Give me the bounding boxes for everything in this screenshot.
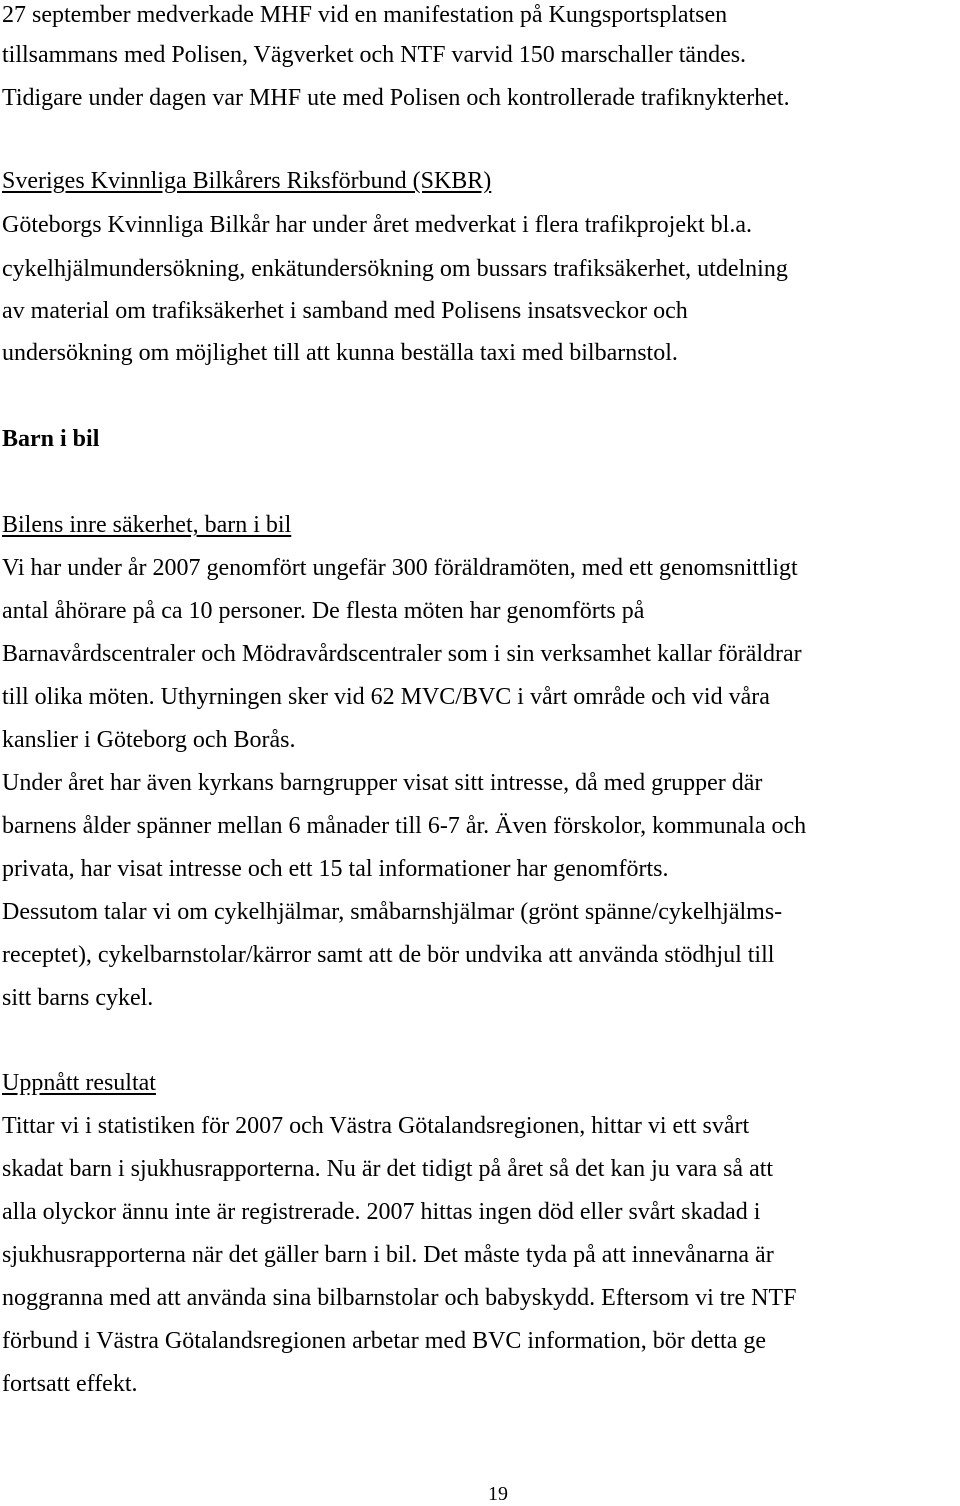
resultat-paragraph-line: Tittar vi i statistiken för 2007 och Västra Götalandsregionen, hittar vi ett svårt [2,1113,750,1139]
resultat-paragraph-line: sjukhusrapporterna när det gäller barn i bil. Det måste tyda på att innevånarna är [2,1242,774,1268]
skbr-paragraph-line: undersökning om möjlighet till att kunna beställa taxi med bilbarnstol. [2,340,678,366]
barn-i-bil-paragraph-line: barnens ålder spänner mellan 6 månader till 6-7 år. Även förskolor, kommunala och [2,813,807,839]
bilens-inre-sakerhet-heading-line: Bilens inre säkerhet, barn i bil [2,512,292,538]
barn-i-bil-heading-line: Barn i bil [2,426,100,452]
barn-i-bil-paragraph-line: kanslier i Göteborg och Borås. [2,727,296,753]
resultat-paragraph-line: fortsatt effekt. [2,1371,138,1397]
skbr-heading-line: Sveriges Kvinnliga Bilkårers Riksförbund (SKBR) [2,168,492,194]
intro-paragraph-line: 27 september medverkade MHF vid en manifestation på Kungsportsplatsen [2,2,728,28]
resultat-paragraph-line: alla olyckor ännu inte är registrerade. 2007 hittas ingen död eller svårt skadad i [2,1199,761,1225]
barn-i-bil-paragraph-line: sitt barns cykel. [2,985,154,1011]
uppnatt-resultat-heading-line: Uppnått resultat [2,1070,156,1096]
intro-paragraph-line: Tidigare under dagen var MHF ute med Polisen och kontrollerade trafiknykterhet. [2,85,790,111]
barn-i-bil-paragraph-line: privata, har visat intresse och ett 15 tal informationer har genomförts. [2,856,669,882]
intro-paragraph-line: tillsammans med Polisen, Vägverket och NTF varvid 150 marschaller tändes. [2,42,747,68]
barn-i-bil-paragraph-line: antal åhörare på ca 10 personer. De flesta möten har genomförts på [2,598,645,624]
resultat-paragraph-line: förbund i Västra Götalandsregionen arbetar med BVC information, bör detta ge [2,1328,767,1354]
barn-i-bil-paragraph-line: Dessutom talar vi om cykelhjälmar, småbarnshjälmar (grönt spänne/cykelhjälms- [2,899,783,925]
barn-i-bil-paragraph-line: Vi har under år 2007 genomfört ungefär 300 föräldramöten, med ett genomsnittligt [2,555,798,581]
barn-i-bil-paragraph-line: Under året har även kyrkans barngrupper visat sitt intresse, då med grupper där [2,770,763,796]
resultat-paragraph-line: skadat barn i sjukhusrapporterna. Nu är det tidigt på året så det kan ju vara så att [2,1156,774,1182]
barn-i-bil-paragraph-line: Barnavårdscentraler och Mödravårdscentraler som i sin verksamhet kallar föräldrar [2,641,802,667]
skbr-paragraph-line: cykelhjälmundersökning, enkätundersökning om bussars trafiksäkerhet, utdelning [2,256,788,282]
skbr-paragraph-line: Göteborgs Kvinnliga Bilkår har under året medverkat i flera trafikprojekt bl.a. [2,212,752,238]
barn-i-bil-paragraph-line: till olika möten. Uthyrningen sker vid 62 MVC/BVC i vårt område och vid våra [2,684,770,710]
barn-i-bil-paragraph-line: receptet), cykelbarnstolar/kärror samt att de bör undvika att använda stödhjul till [2,942,775,968]
skbr-paragraph-line: av material om trafiksäkerhet i samband med Polisens insatsveckor och [2,298,688,324]
resultat-paragraph-line: noggranna med att använda sina bilbarnstolar och babyskydd. Eftersom vi tre NTF [2,1285,797,1311]
page-number: 19 [488,1483,508,1505]
